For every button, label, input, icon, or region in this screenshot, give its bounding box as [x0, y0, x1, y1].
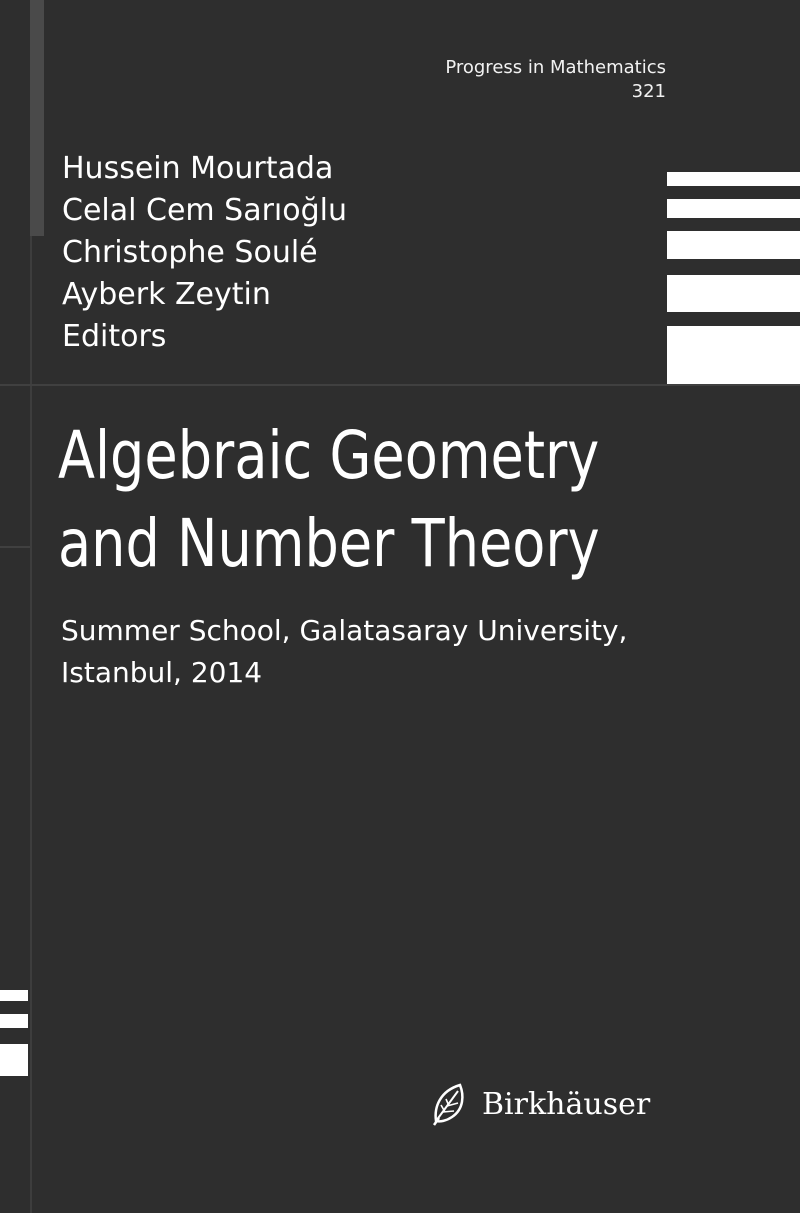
vertical-accent-bar	[30, 0, 44, 236]
editor-name: Hussein Mourtada	[62, 151, 334, 186]
series-name: Progress in Mathematics	[445, 57, 666, 78]
series-number: 321	[631, 81, 666, 102]
editor-name: Christophe Soulé	[62, 235, 318, 270]
stripe	[667, 199, 800, 218]
stripe	[667, 231, 800, 259]
stripe	[0, 1044, 28, 1076]
title-line: and Number Theory	[58, 505, 600, 582]
publisher-logo	[430, 1080, 650, 1128]
stripe	[0, 990, 28, 1001]
editor-name: Celal Cem Sarıoğlu	[62, 193, 347, 228]
publisher-name: Birkhäuser	[482, 1086, 651, 1122]
leaf-icon	[430, 1081, 474, 1127]
title-line: Algebraic Geometry	[58, 417, 600, 494]
editors-block	[62, 148, 347, 358]
subtitle-line: Summer School, Galatasaray University,	[61, 614, 628, 647]
editor-name: Ayberk Zeytin	[62, 277, 271, 312]
short-horizontal-divider	[0, 546, 30, 548]
series-info	[445, 56, 666, 104]
editors-role: Editors	[62, 319, 167, 354]
book-subtitle	[61, 610, 627, 694]
subtitle-line: Istanbul, 2014	[61, 656, 263, 689]
stripe	[0, 1014, 28, 1028]
stripe	[667, 275, 800, 312]
horizontal-divider	[0, 384, 800, 386]
book-title	[58, 412, 600, 588]
stripe	[667, 326, 800, 384]
stripe	[667, 172, 800, 186]
